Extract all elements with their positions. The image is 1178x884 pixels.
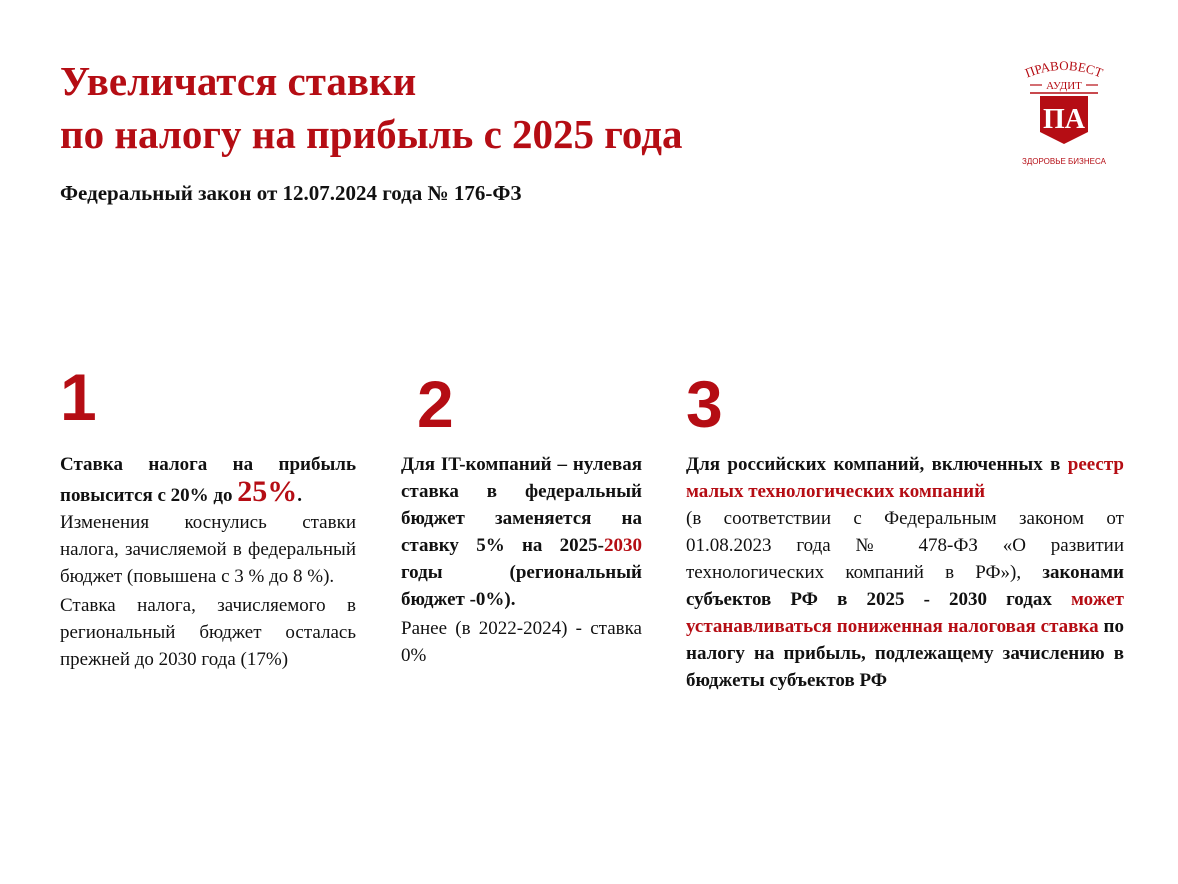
item-3-lead-text: Для российских компаний, включенных в	[686, 454, 1068, 475]
item-1-lead-text: Ставка налога на прибыль повысится с 20% до	[60, 454, 356, 506]
item-3-bold-a: законами субъектов РФ в 2025 - 2030 годах	[686, 562, 1124, 610]
item-1-regional-note: Ставка налога, зачисляемого в региональный бюджет осталась прежней до 2030 года (17%)	[60, 595, 356, 670]
item-3-number: 3	[686, 367, 723, 441]
item-3-highlight-b: может устанавливаться пониженная налоговая ставка	[686, 589, 1124, 637]
logo-subname: АУДИТ	[1046, 80, 1082, 92]
item-1-lead	[60, 451, 356, 509]
logo-tagline: ЗДОРОВЬЕ БИЗНЕСА	[1022, 157, 1106, 166]
item-1-federal-note: Изменения коснулись ставки налога, зачисляемой в федеральный бюджет (повышена с 3 % до 8 %).	[60, 512, 356, 587]
item-3-lead	[686, 451, 1124, 505]
item-3-body	[686, 505, 1124, 694]
company-logo	[1008, 52, 1120, 172]
item-2-previous-note: Ранее (в 2022-2024) - ставка 0%	[401, 618, 642, 666]
item-1-number: 1	[60, 360, 97, 434]
item-1-highlight: 25%	[237, 475, 298, 508]
law-reference: Федеральный закон от 12.07.2024 года № 176-ФЗ	[60, 181, 522, 205]
page-title-line-1: Увеличатся ставки	[60, 58, 417, 104]
item-2-lead-text-a: Для IT-компаний – нулевая ставка в федеральный бюджет заменяется на ставку 5% на 2025-	[401, 454, 642, 556]
item-2-number: 2	[417, 367, 454, 441]
item-3-bold-c: по налогу на прибыль, подлежащему зачислению в бюджеты субъектов РФ	[686, 616, 1124, 691]
page-title	[60, 55, 682, 161]
item-2-column	[401, 451, 642, 669]
logo-letters: ПА	[1043, 104, 1085, 135]
item-2-highlight: 2030	[604, 535, 642, 556]
item-2-lead-text-b: годы (региональный бюджет -0%).	[401, 562, 642, 610]
item-3-column	[686, 451, 1124, 694]
item-1-column	[60, 451, 356, 673]
item-3-highlight: реестр малых технологических компаний	[686, 454, 1124, 502]
item-1-lead-end: .	[297, 485, 303, 506]
item-2-lead	[401, 451, 642, 613]
item-3-law-reference: (в соответствии с Федеральным законом от 01.08.2023 года № 478-ФЗ «О развитии технологических компаний в РФ»),	[686, 508, 1124, 583]
logo-name: ПРАВОВЕСТ	[1023, 57, 1106, 81]
page-title-line-2: по налогу на прибыль с 2025 года	[60, 111, 683, 157]
